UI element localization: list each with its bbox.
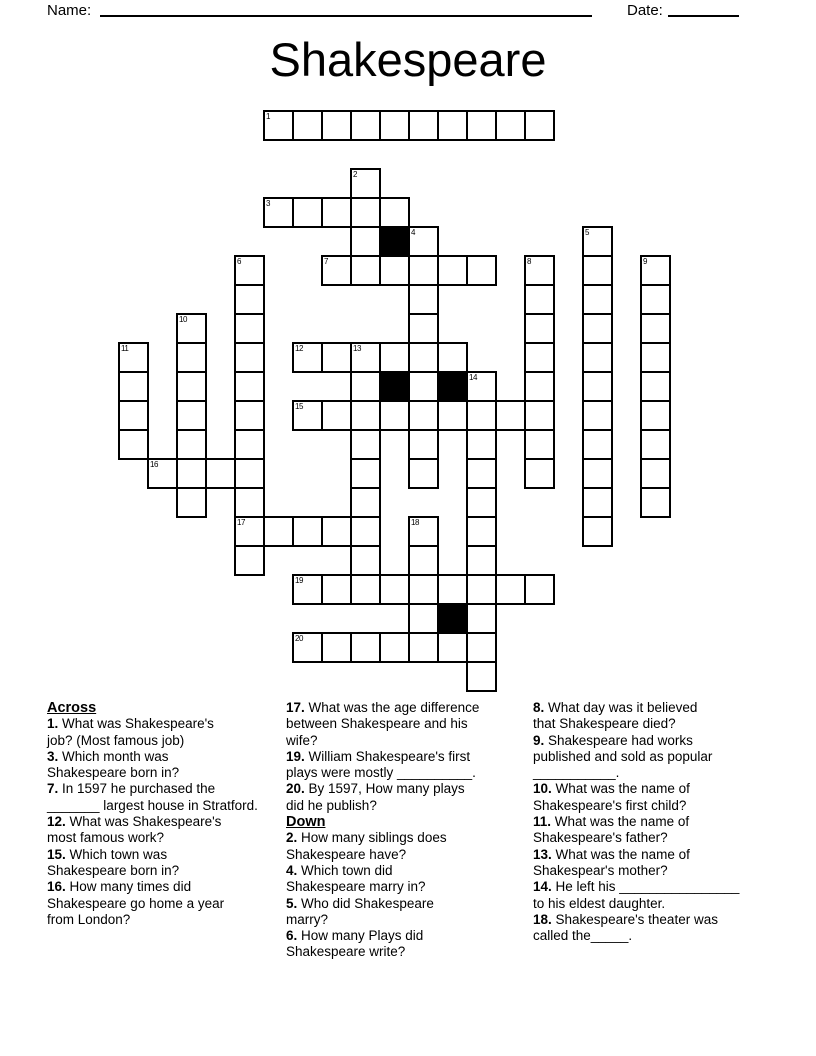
clue-3: 3. Which month was Shakespeare born in? — [47, 748, 180, 781]
cell-number: 16 — [150, 460, 158, 469]
grid-cell[interactable] — [640, 255, 671, 286]
grid-cell[interactable] — [437, 110, 468, 141]
clue-number-label: 13. — [533, 846, 552, 862]
clue-number-label: 12. — [47, 814, 66, 830]
grid-cell-black — [437, 603, 468, 634]
clue-number-label: 6. — [286, 928, 298, 944]
grid-cell[interactable] — [582, 400, 613, 431]
grid-cell[interactable] — [408, 284, 439, 315]
grid-cell[interactable] — [321, 632, 352, 663]
grid-cell[interactable] — [466, 545, 497, 576]
cell-number: 9 — [643, 257, 647, 266]
grid-cell[interactable] — [582, 255, 613, 286]
grid-cell[interactable] — [524, 400, 555, 431]
grid-cell[interactable] — [321, 574, 352, 605]
grid-cell[interactable] — [524, 313, 555, 344]
grid-cell[interactable] — [350, 545, 381, 576]
clue-number-label: 19. — [286, 748, 305, 764]
grid-cell[interactable] — [408, 545, 439, 576]
clue-20: 20. By 1597, How many plays did he publish? — [286, 781, 465, 813]
grid-cell[interactable] — [582, 284, 613, 315]
grid-cell[interactable] — [524, 574, 555, 605]
clue-5: 5. Who did Shakespeare marry? — [286, 895, 434, 927]
cell-number: 1 — [266, 112, 270, 121]
clue-11: 11. What was the name of Shakespeare's father? — [533, 814, 690, 846]
grid-cell[interactable] — [234, 487, 265, 518]
grid-cell[interactable] — [408, 632, 439, 663]
clue-number-label: 16. — [47, 879, 66, 895]
grid-cell[interactable] — [205, 458, 236, 489]
clues-column-middle — [286, 700, 530, 961]
clue-number-label: 20. — [286, 781, 305, 797]
grid-cell[interactable] — [437, 632, 468, 663]
date-label: Date: — [627, 2, 663, 19]
grid-cell[interactable] — [292, 197, 323, 228]
grid-cell[interactable] — [379, 400, 410, 431]
grid-cell[interactable] — [582, 458, 613, 489]
grid-cell[interactable] — [408, 458, 439, 489]
clue-17: 17. What was the age difference between Shakespeare and his wife? — [286, 700, 480, 748]
grid-cell[interactable] — [292, 342, 323, 373]
grid-cell[interactable] — [640, 284, 671, 315]
grid-cell[interactable] — [379, 197, 410, 228]
grid-cell[interactable] — [234, 429, 265, 460]
clue-number-label: 10. — [533, 781, 552, 797]
grid-cell[interactable] — [524, 458, 555, 489]
grid-cell[interactable] — [263, 197, 294, 228]
grid-cell[interactable] — [437, 342, 468, 373]
clue-8: 8. What day was it believed that Shakespeare died? — [533, 700, 698, 732]
grid-cell-black — [437, 371, 468, 402]
grid-cell[interactable] — [466, 110, 497, 141]
grid-cell[interactable] — [292, 632, 323, 663]
grid-cell[interactable] — [524, 284, 555, 315]
grid-cell[interactable] — [582, 313, 613, 344]
grid-cell[interactable] — [379, 255, 410, 286]
grid-cell[interactable] — [234, 516, 265, 547]
cell-number: 5 — [585, 228, 589, 237]
cell-number: 19 — [295, 576, 303, 585]
clue-7: 7. In 1597 he purchased the _______ largest house in Stratford. — [47, 781, 258, 813]
grid-cell[interactable] — [234, 458, 265, 489]
clue-4: 4. Which town did Shakespeare marry in? — [286, 862, 426, 895]
grid-cell[interactable] — [408, 226, 439, 257]
grid-cell[interactable] — [582, 226, 613, 257]
clue-number-label: 11. — [533, 814, 552, 830]
grid-cell[interactable] — [408, 342, 439, 373]
cell-number: 20 — [295, 634, 303, 643]
grid-cell[interactable] — [408, 574, 439, 605]
grid-cell[interactable] — [466, 255, 497, 286]
grid-cell[interactable] — [466, 429, 497, 460]
cell-number: 11 — [121, 344, 129, 353]
clues-column-across — [47, 700, 291, 928]
clue-number-label: 9. — [533, 732, 545, 748]
grid-cell[interactable] — [263, 110, 294, 141]
clue-2: 2. How many siblings does Shakespeare have? — [286, 830, 447, 862]
grid-cell[interactable] — [582, 342, 613, 373]
grid-cell[interactable] — [321, 255, 352, 286]
grid-cell[interactable] — [350, 226, 381, 257]
grid-cell[interactable] — [118, 371, 149, 402]
grid-cell[interactable] — [147, 458, 178, 489]
grid-cell[interactable] — [408, 313, 439, 344]
clue-9: 9. Shakespeare had works published and sold as popular ___________. — [533, 732, 713, 781]
grid-cell[interactable] — [321, 400, 352, 431]
grid-cell[interactable] — [640, 313, 671, 344]
cell-number: 6 — [237, 257, 241, 266]
cell-number: 17 — [237, 518, 245, 527]
grid-cell[interactable] — [118, 400, 149, 431]
clue-14: 14. He left his ________________ to his eldest daughter. — [533, 879, 740, 911]
cell-number: 14 — [469, 373, 477, 382]
grid-cell[interactable] — [292, 400, 323, 431]
grid-cell[interactable] — [234, 255, 265, 286]
grid-cell[interactable] — [350, 458, 381, 489]
grid-cell-black — [379, 371, 410, 402]
grid-cell[interactable] — [466, 632, 497, 663]
grid-cell[interactable] — [466, 574, 497, 605]
clue-number-label: 17. — [286, 700, 305, 715]
grid-cell[interactable] — [350, 342, 381, 373]
cell-number: 10 — [179, 315, 187, 324]
clue-19: 19. William Shakespeare's first plays were mostly __________. — [286, 748, 476, 781]
cell-number: 7 — [324, 257, 328, 266]
grid-cell[interactable] — [292, 574, 323, 605]
down-heading: Down — [286, 814, 326, 831]
grid-cell[interactable] — [350, 197, 381, 228]
grid-cell[interactable] — [379, 574, 410, 605]
grid-cell-black — [379, 226, 410, 257]
clue-10: 10. What was the name of Shakespeare's first child? — [533, 781, 690, 813]
page-title: Shakespeare — [269, 33, 547, 86]
cell-number: 15 — [295, 402, 303, 411]
grid-cell[interactable] — [292, 110, 323, 141]
grid-cell[interactable] — [321, 516, 352, 547]
name-label: Name: — [47, 2, 92, 19]
grid-cell[interactable] — [321, 342, 352, 373]
grid-cell[interactable] — [176, 371, 207, 402]
grid-cell[interactable] — [582, 371, 613, 402]
grid-cell[interactable] — [408, 371, 439, 402]
cell-number: 3 — [266, 199, 270, 208]
grid-cell[interactable] — [350, 168, 381, 199]
grid-cell[interactable] — [408, 429, 439, 460]
grid-cell[interactable] — [234, 342, 265, 373]
grid-cell[interactable] — [640, 371, 671, 402]
grid-cell[interactable] — [495, 400, 526, 431]
grid-cell[interactable] — [524, 371, 555, 402]
grid-cell[interactable] — [234, 545, 265, 576]
grid-cell[interactable] — [640, 458, 671, 489]
grid-cell[interactable] — [350, 429, 381, 460]
grid-cell[interactable] — [524, 255, 555, 286]
grid-cell[interactable] — [640, 487, 671, 518]
grid-cell[interactable] — [495, 574, 526, 605]
grid-cell[interactable] — [524, 110, 555, 141]
grid-cell[interactable] — [466, 516, 497, 547]
grid-cell[interactable] — [350, 255, 381, 286]
grid-cell[interactable] — [176, 429, 207, 460]
clue-number-label: 1. — [47, 716, 59, 732]
grid-cell[interactable] — [350, 400, 381, 431]
clue-15: 15. Which town was Shakespeare born in? — [47, 846, 180, 878]
grid-cell[interactable] — [466, 661, 497, 692]
clue-18: 18. Shakespeare's theater was called the_____. — [533, 911, 718, 944]
grid-cell[interactable] — [263, 516, 294, 547]
grid-cell[interactable] — [582, 487, 613, 518]
grid-cell[interactable] — [466, 400, 497, 431]
cell-number: 8 — [527, 257, 531, 266]
clue-number-label: 15. — [47, 846, 66, 862]
grid-cell[interactable] — [234, 400, 265, 431]
grid-cell[interactable] — [466, 458, 497, 489]
grid-cell[interactable] — [350, 574, 381, 605]
grid-cell[interactable] — [437, 400, 468, 431]
grid-cell[interactable] — [466, 603, 497, 634]
grid-cell[interactable] — [466, 487, 497, 518]
cell-number: 12 — [295, 344, 303, 353]
grid-cell[interactable] — [321, 110, 352, 141]
grid-cell[interactable] — [176, 487, 207, 518]
clue-number-label: 5. — [286, 895, 298, 911]
grid-cell[interactable] — [176, 313, 207, 344]
grid-cell[interactable] — [524, 342, 555, 373]
clues-column-right — [533, 700, 777, 944]
grid-cell[interactable] — [408, 603, 439, 634]
grid-cell[interactable] — [350, 632, 381, 663]
clue-16: 16. How many times did Shakespeare go home a year from London? — [47, 879, 225, 927]
grid-cell[interactable] — [234, 284, 265, 315]
grid-cell[interactable] — [176, 458, 207, 489]
cell-number: 18 — [411, 518, 419, 527]
grid-cell[interactable] — [118, 342, 149, 373]
grid-cell[interactable] — [118, 429, 149, 460]
grid-cell[interactable] — [350, 516, 381, 547]
name-blank-line — [100, 2, 592, 17]
grid-cell[interactable] — [408, 400, 439, 431]
grid-cell[interactable] — [437, 574, 468, 605]
clue-number-label: 8. — [533, 700, 545, 715]
clue-number-label: 2. — [286, 830, 298, 846]
grid-cell[interactable] — [640, 342, 671, 373]
clue-number-label: 7. — [47, 781, 59, 797]
grid-cell[interactable] — [582, 516, 613, 547]
grid-cell[interactable] — [408, 110, 439, 141]
date-blank-line — [668, 2, 739, 17]
grid-cell[interactable] — [350, 110, 381, 141]
grid-cell[interactable] — [292, 516, 323, 547]
cell-number: 2 — [353, 170, 357, 179]
grid-cell[interactable] — [234, 313, 265, 344]
cell-number: 13 — [353, 344, 361, 353]
clue-number-label: 3. — [47, 748, 59, 764]
clue-number-label: 4. — [286, 862, 298, 878]
grid-cell[interactable] — [524, 429, 555, 460]
grid-cell[interactable] — [408, 255, 439, 286]
grid-cell[interactable] — [350, 487, 381, 518]
grid-cell[interactable] — [582, 429, 613, 460]
grid-cell[interactable] — [495, 110, 526, 141]
grid-cell[interactable] — [321, 197, 352, 228]
grid-cell[interactable] — [640, 400, 671, 431]
grid-cell[interactable] — [234, 371, 265, 402]
cell-number: 4 — [411, 228, 415, 237]
grid-cell[interactable] — [176, 400, 207, 431]
grid-cell[interactable] — [379, 342, 410, 373]
clue-1: 1. What was Shakespeare's job? (Most famous job) — [47, 716, 214, 748]
clue-number-label: 14. — [533, 879, 552, 895]
grid-cell[interactable] — [466, 371, 497, 402]
grid-cell[interactable] — [408, 516, 439, 547]
grid-cell[interactable] — [350, 371, 381, 402]
grid-cell[interactable] — [379, 632, 410, 663]
clue-12: 12. What was Shakespeare's most famous work? — [47, 814, 222, 846]
clue-13: 13. What was the name of Shakespear's mother? — [533, 846, 690, 878]
grid-cell[interactable] — [437, 255, 468, 286]
grid-cell[interactable] — [176, 342, 207, 373]
grid-cell[interactable] — [640, 429, 671, 460]
clue-number-label: 18. — [533, 911, 552, 927]
grid-cell[interactable] — [379, 110, 410, 141]
across-heading: Across — [47, 700, 97, 716]
clue-6: 6. How many Plays did Shakespeare write? — [286, 928, 424, 960]
